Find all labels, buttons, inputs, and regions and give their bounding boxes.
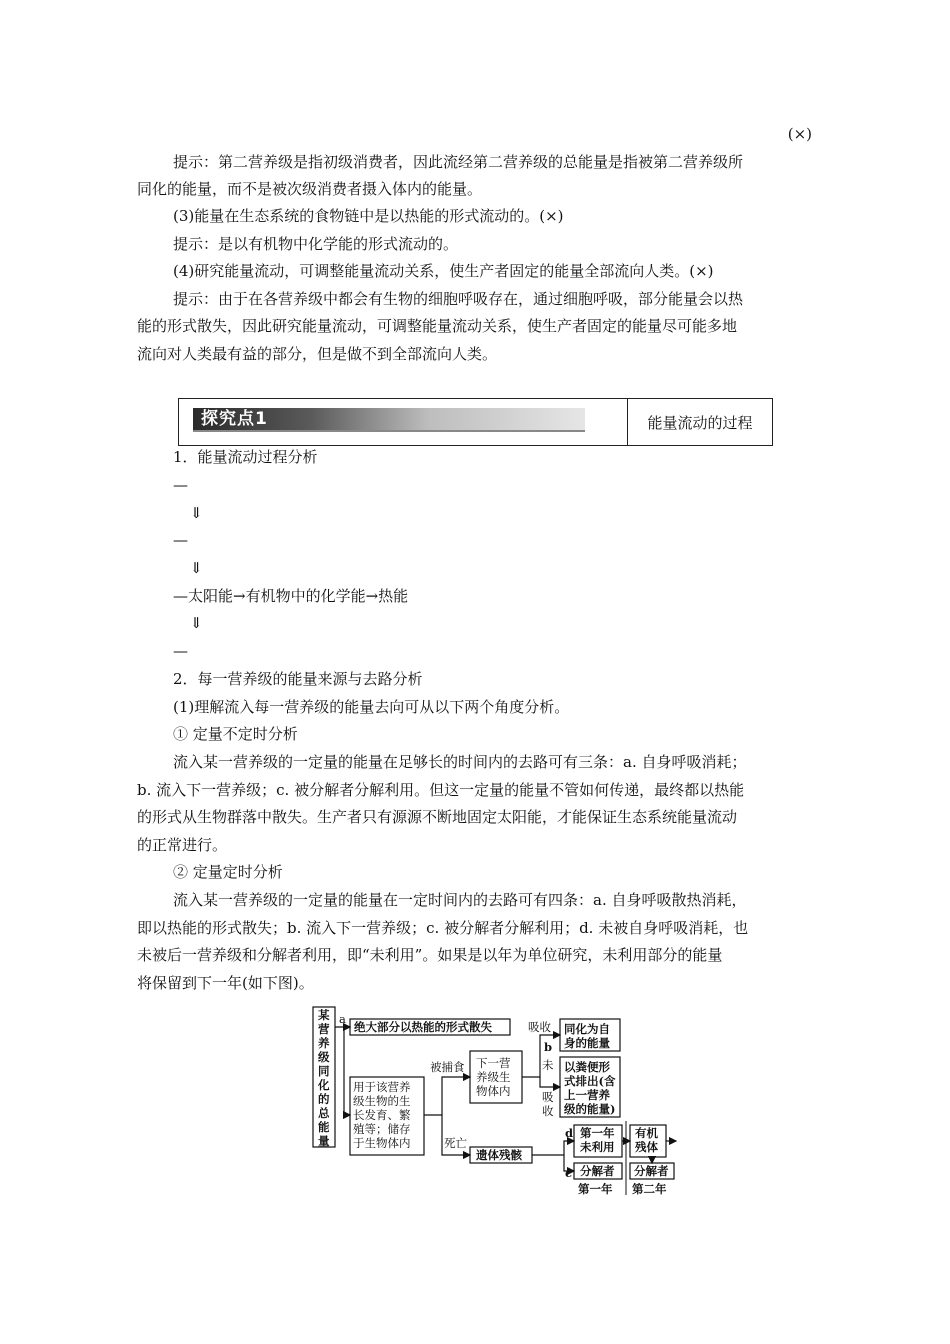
svg-text:级: 级 xyxy=(318,1050,330,1064)
svg-text:收: 收 xyxy=(542,1104,554,1118)
section-badge-label: 探究点1 xyxy=(201,409,268,429)
svg-text:同: 同 xyxy=(318,1064,330,1078)
not-absorb-arrow xyxy=(540,1077,560,1087)
svg-text:同化为自: 同化为自 xyxy=(564,1022,610,1036)
section-topic: 能量流动的过程 xyxy=(647,413,753,432)
svg-text:被捕食: 被捕食 xyxy=(430,1060,465,1074)
svg-text:式排出(含: 式排出(含 xyxy=(564,1074,616,1088)
svg-text:吸收: 吸收 xyxy=(528,1020,551,1034)
diagram-text xyxy=(317,1008,669,1196)
svg-text:未: 未 xyxy=(542,1058,554,1072)
hint-paragraph-1: 提示：第二营养级是指初级消费者，因此流经第二营养级的总能量是指被第二营养级所 xyxy=(173,153,744,171)
svg-text:第一年: 第一年 xyxy=(580,1126,615,1140)
svg-text:养: 养 xyxy=(318,1036,330,1050)
energy-transform-line: —太阳能→有机物中的化学能→热能 xyxy=(173,587,409,605)
svg-text:以粪便形: 以粪便形 xyxy=(564,1060,610,1074)
svg-text:a: a xyxy=(339,1012,346,1026)
case2-title: ② 定量定时分析 xyxy=(173,863,283,881)
svg-text:化: 化 xyxy=(318,1078,330,1092)
eaten-arrow xyxy=(424,1077,470,1115)
svg-text:用于该营养: 用于该营养 xyxy=(353,1080,411,1094)
svg-text:物体内: 物体内 xyxy=(476,1084,511,1098)
svg-text:殖等；储存: 殖等；储存 xyxy=(353,1122,411,1136)
svg-text:于生物体内: 于生物体内 xyxy=(353,1136,411,1150)
svg-text:绝大部分以热能的形式散失: 绝大部分以热能的形式散失 xyxy=(354,1020,492,1034)
case1-line-4: 的正常进行。 xyxy=(137,836,228,854)
case1-line-1: 流入某一营养级的一定量的能量在足够长的时间内的去路可有三条：a. 自身呼吸消耗； xyxy=(173,753,747,771)
svg-text:残体: 残体 xyxy=(635,1140,658,1154)
hint-paragraph-4-cont-2: 流向对人类最有益的部分，但是做不到全部流向人类。 xyxy=(137,345,498,363)
svg-text:d: d xyxy=(565,1126,574,1140)
section-badge xyxy=(193,408,585,432)
part2-intro: (1)理解流入每一营养级的能量去向可从以下两个角度分析。 xyxy=(173,698,570,716)
case2-line-4: 将保留到下一年(如下图)。 xyxy=(137,974,314,992)
svg-text:上一营养: 上一营养 xyxy=(564,1088,610,1102)
svg-text:某: 某 xyxy=(318,1008,330,1022)
svg-text:未利用: 未利用 xyxy=(580,1140,615,1154)
svg-text:级的能量): 级的能量) xyxy=(564,1102,616,1116)
svg-text:死亡: 死亡 xyxy=(444,1136,467,1150)
case2-line-1: 流入某一营养级的一定量的能量在一定时间内的去路可有四条：a. 自身呼吸散热消耗， xyxy=(173,891,747,909)
source-branch-line xyxy=(335,1027,350,1115)
energy-fate-diagram xyxy=(312,1005,692,1197)
svg-text:有机: 有机 xyxy=(635,1126,658,1140)
flow-dash-3: — xyxy=(173,642,188,660)
svg-text:c: c xyxy=(565,1166,573,1180)
hint-paragraph-4: 提示：由于在各营养级中都会有生物的细胞呼吸存在，通过细胞呼吸，部分能量会以热 xyxy=(173,290,744,308)
case2-line-3: 未被后一营养级和分解者利用，即“未利用”。如果是以年为单位研究，未利用部分的能量 xyxy=(137,946,723,964)
svg-text:量: 量 xyxy=(318,1134,330,1148)
svg-text:级生物的生: 级生物的生 xyxy=(353,1094,411,1108)
case1-line-2: b. 流入下一营养级；c. 被分解者分解利用。但这一定量的能量不管如何传递，最终都以热能 xyxy=(137,781,745,799)
case2-line-2: 即以热能的形式散失；b. 流入下一营养级；c. 被分解者分解利用；d. 未被自身呼吸消耗，也 xyxy=(137,919,749,937)
svg-text:分解者: 分解者 xyxy=(634,1164,669,1178)
svg-text:第一年: 第一年 xyxy=(578,1182,613,1196)
svg-text:吸: 吸 xyxy=(542,1090,554,1104)
hint-paragraph-1-cont: 同化的能量，而不是被次级消费者摄入体内的能量。 xyxy=(137,180,483,198)
down-arrow-2: ⇓ xyxy=(190,559,203,577)
svg-text:长发育、繁: 长发育、繁 xyxy=(353,1108,411,1122)
svg-text:b: b xyxy=(544,1040,553,1054)
case1-line-3: 的形式从生物群落中散失。生产者只有源源不断地固定太阳能，才能保证生态系统能量流动 xyxy=(137,808,738,826)
svg-text:营: 营 xyxy=(318,1022,330,1036)
hint-paragraph-4-cont-1: 能的形式散失，因此研究能量流动，可调整能量流动关系，使生产者固定的能量尽可能多地 xyxy=(137,317,738,335)
svg-text:遗体残骸: 遗体残骸 xyxy=(476,1148,522,1162)
section-header-table xyxy=(178,398,773,446)
down-arrow-1: ⇓ xyxy=(190,504,203,522)
svg-text:分解者: 分解者 xyxy=(580,1164,615,1178)
absorb-arrow xyxy=(522,1035,560,1077)
part2-heading: 2．每一营养级的能量来源与去路分析 xyxy=(173,670,423,688)
svg-text:能: 能 xyxy=(318,1120,330,1134)
case1-title: ① 定量不定时分析 xyxy=(173,725,298,743)
flow-dash-1: — xyxy=(173,476,188,494)
flow-dash-2: — xyxy=(173,531,188,549)
section-badge-cell xyxy=(179,399,628,445)
svg-text:第二年: 第二年 xyxy=(632,1182,667,1196)
svg-text:养级生: 养级生 xyxy=(476,1070,511,1084)
energy-fate-diagram-svg xyxy=(312,1005,692,1197)
part1-heading: 1．能量流动过程分析 xyxy=(173,448,318,466)
statement-4: (4)研究能量流动，可调整能量流动关系，使生产者固定的能量全部流向人类。(×) xyxy=(173,262,714,280)
section-topic-cell xyxy=(628,399,772,445)
answer-mark: (×) xyxy=(787,125,812,143)
down-arrow-3: ⇓ xyxy=(190,614,203,632)
svg-text:下一营: 下一营 xyxy=(476,1056,511,1070)
svg-text:的: 的 xyxy=(318,1092,330,1106)
svg-text:总: 总 xyxy=(318,1106,330,1120)
statement-3: (3)能量在生态系统的食物链中是以热能的形式流动的。(×) xyxy=(173,207,564,225)
svg-text:身的能量: 身的能量 xyxy=(564,1036,610,1050)
hint-paragraph-3: 提示：是以有机物中化学能的形式流动的。 xyxy=(173,235,459,253)
